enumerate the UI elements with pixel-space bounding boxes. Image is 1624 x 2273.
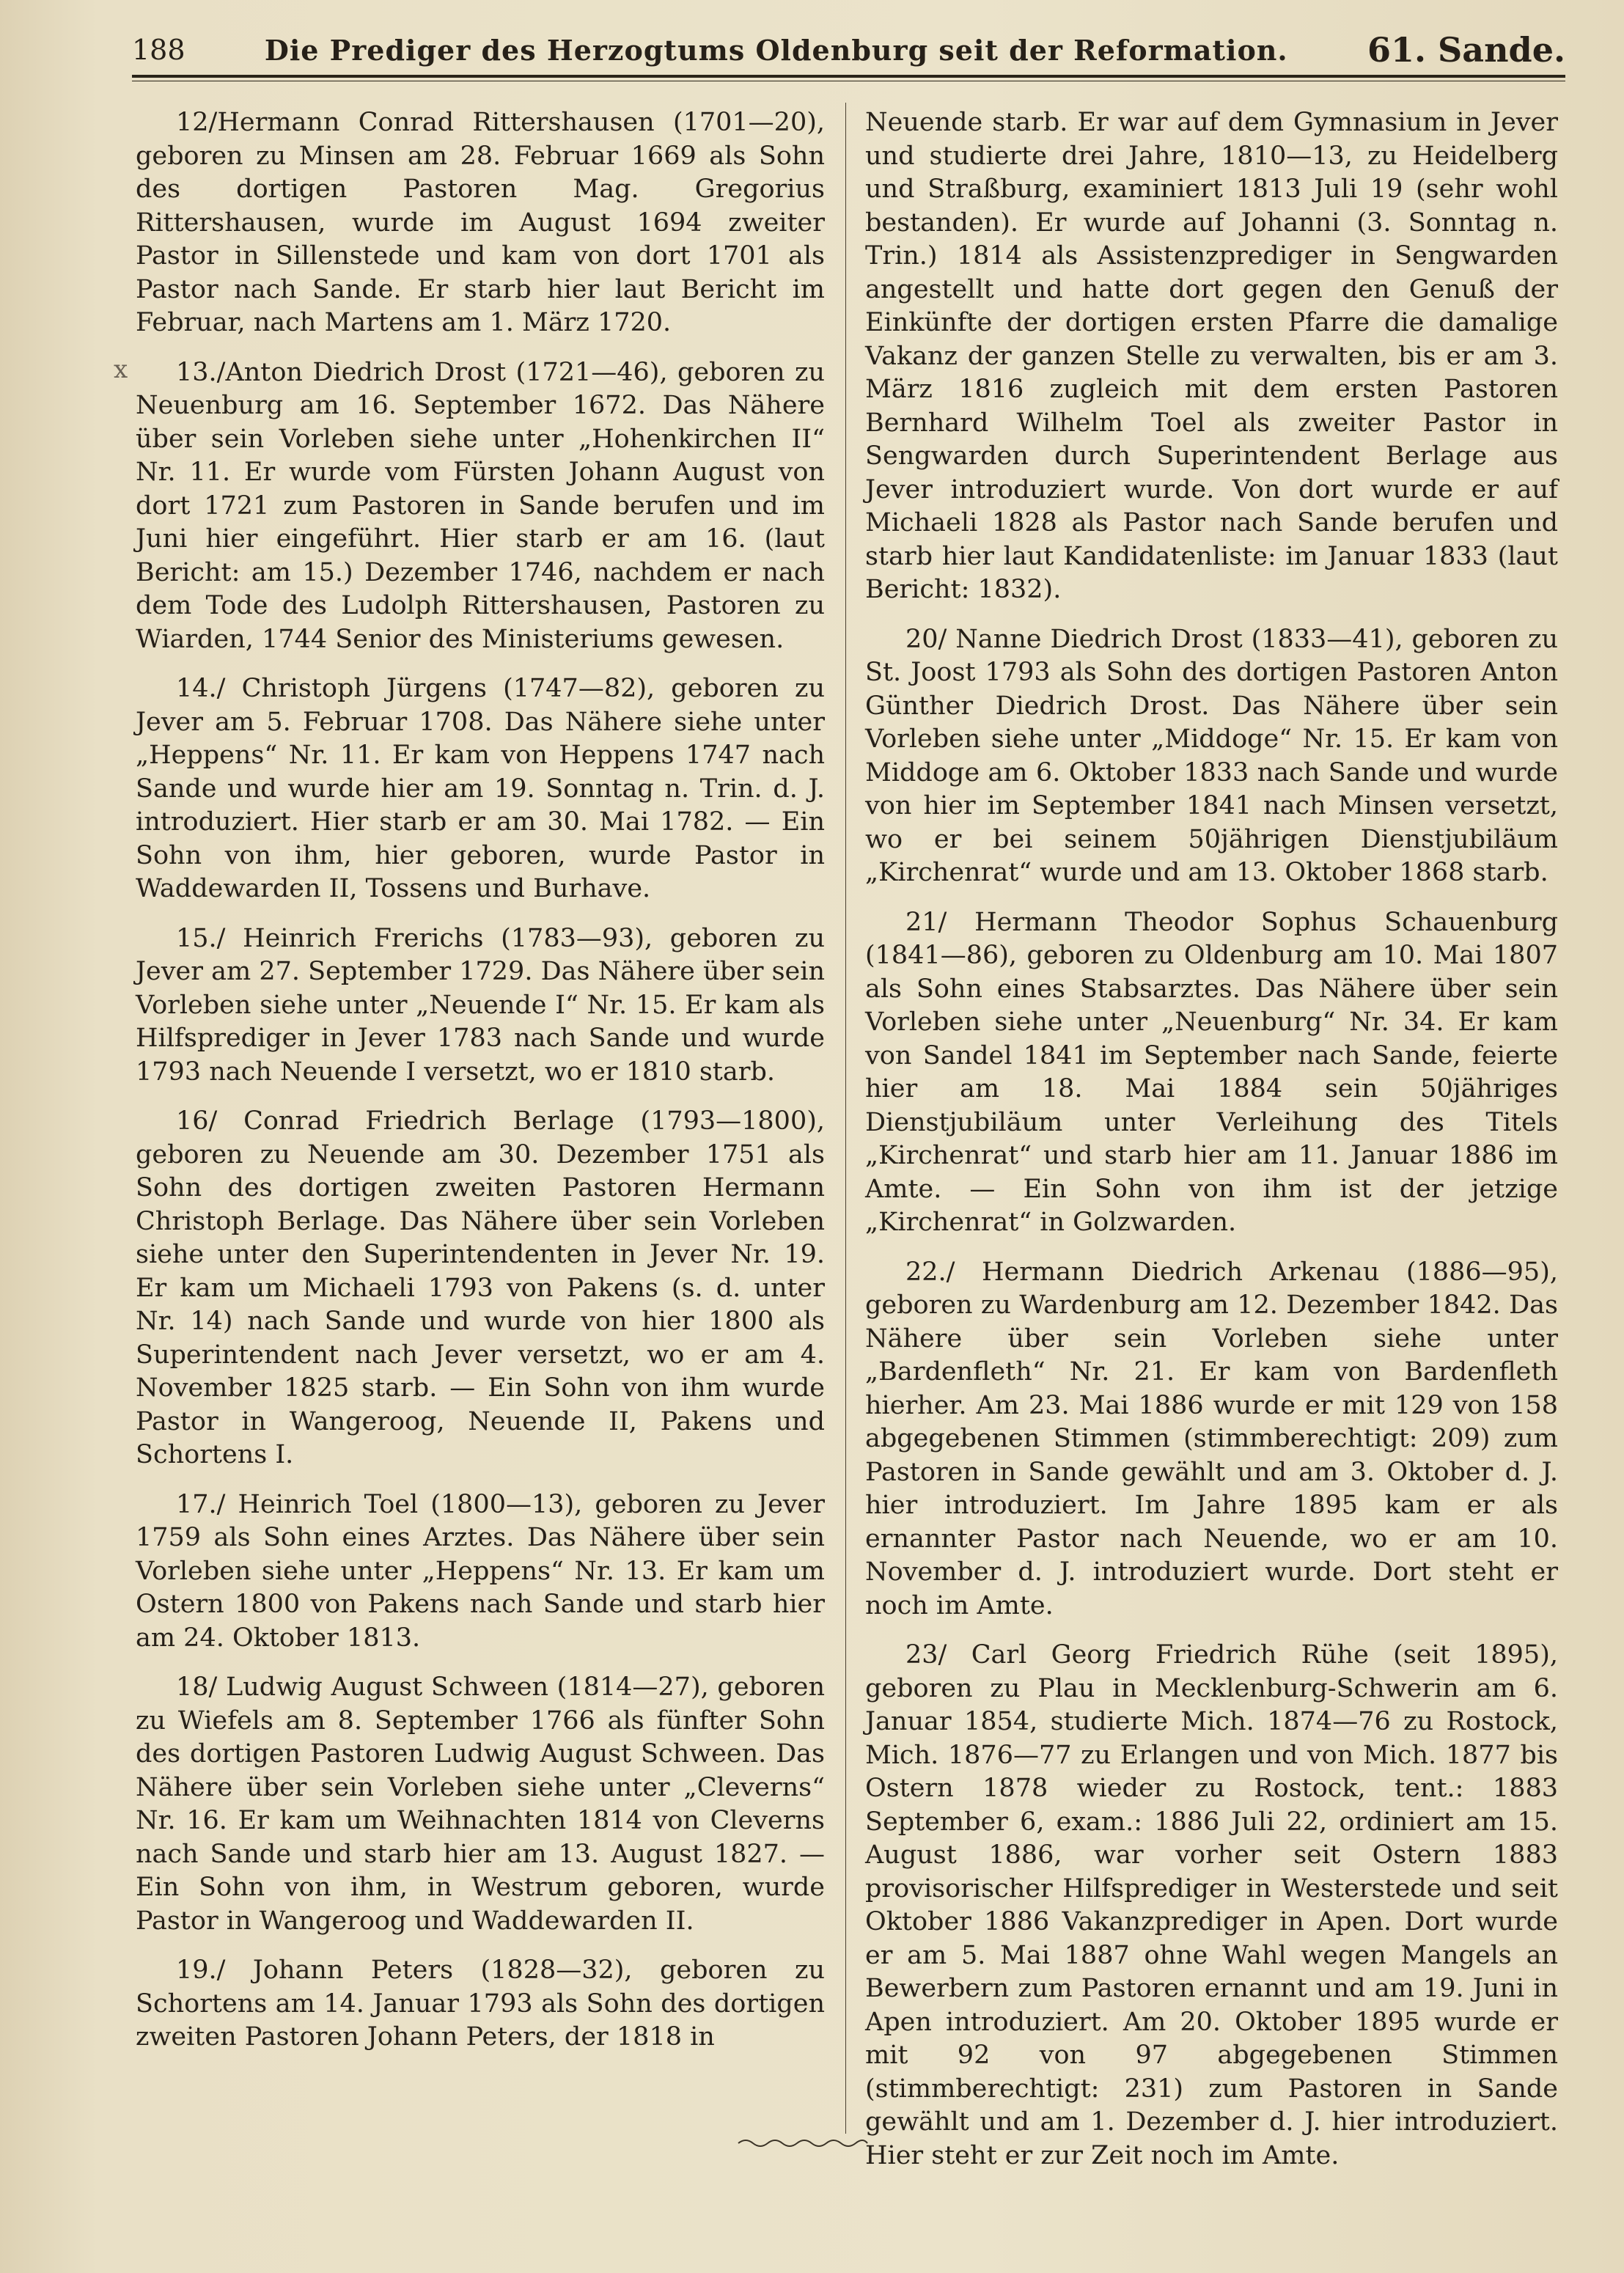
right-column bbox=[865, 106, 1558, 2189]
end-ornament bbox=[737, 2137, 869, 2149]
page-number: 188 bbox=[132, 34, 185, 66]
entry-14: 14./ Christoph Jürgens (1747—82), geboren zu Jever am 5. Februar 1708. Das Nähere siehe unter „Heppens“ Nr. 11. Er kam von Heppens 1747 nach Sande und wurde hier am 19. Sonntag n. Trin. d. J. introduziert. Hier starb er am 30. Mai 1782. — Ein Sohn von ihm, hier geboren, wurde Pastor in Waddewarden II, Tossens und Burhave. bbox=[136, 674, 825, 903]
entry-19: 19./ Johann Peters (1828—32), geboren zu Schortens am 14. Januar 1793 als Sohn des dortigen zweiten Pastoren Johann Peters, der 1818 in bbox=[136, 1956, 825, 2052]
entry-12: 12/Hermann Conrad Rittershausen (1701—20), geboren zu Minsen am 28. Februar 1669 als Sohn des dortigen Pastoren Mag. Gregorius Rittershausen, wurde im August 1694 zweiter Pastor in Sillenstede und kam von dort 1701 als Pastor nach Sande. Er starb hier laut Bericht im Februar, nach Martens am 1. März 1720. bbox=[136, 108, 825, 337]
entry-13: 13./Anton Diedrich Drost (1721—46), geboren zu Neuenburg am 16. September 1672. Das Nähere über sein Vorleben siehe unter „Hohenkirchen II“ Nr. 11. Er wurde vom Fürsten Johann August von dort 1721 zum Pastoren in Sande berufen und im Juni hier eingeführt. Hier starb er am 16. (laut Bericht: am 15.) Dezember 1746, nachdem er nach dem Tode des Ludolph Rittershausen, Pastoren zu Wiarden, 1744 Senior des Ministeriums gewesen. bbox=[136, 357, 825, 654]
entry-16: 16/ Conrad Friedrich Berlage (1793—1800), geboren zu Neuende am 30. Dezember 1751 als Sohn des dortigen zweiten Pastoren Hermann Christoph Berlage. Das Nähere über sein Vorleben siehe unter den Superintendenten in Jever Nr. 19. Er kam um Michaeli 1793 von Pakens (s. d. unter Nr. 14) nach Sande und wurde von hier 1800 als Superintendent nach Jever versetzt, wo er am 4. November 1825 starb. — Ein Sohn von ihm wurde Pastor in Wangeroog, Neuende II, Pakens und Schortens I. bbox=[136, 1106, 825, 1469]
left-column bbox=[136, 106, 825, 2071]
running-title: Die Prediger des Herzogtums Oldenburg seit der Reformation. bbox=[264, 33, 1288, 67]
entry-15: 15./ Heinrich Frerichs (1783—93), geboren zu Jever am 27. September 1729. Das Nähere über sein Vorleben siehe unter „Neuende I“ Nr. 15. Er kam als Hilfsprediger in Jever 1783 nach Sande und wurde 1793 nach Neuende I versetzt, wo er 1810 starb. bbox=[136, 923, 825, 1087]
entry-19-continued: Neuende starb. Er war auf dem Gymnasium in Jever und studierte drei Jahre, 1810—13, zu Heidelberg und Straßburg, examiniert 1813 Juli 19 (sehr wohl bestanden). Er wurde auf Johanni (3. Sonntag n. Trin.) 1814 als Assistenzprediger in Sengwarden angestellt und hatte dort gegen den Genuß der Einkünfte der dortigen ersten Pfarre die damalige Vakanz der ganzen Stelle zu verwalten, bis er am 3. März 1816 zugleich mit dem ersten Pastoren Bernhard Wilhelm Toel als zweiter Pastor in Sengwarden durch Superintendent Berlage aus Jever introduziert wurde. Von dort wurde er auf Michaeli 1828 als Pastor nach Sande berufen und starb hier laut Kandidatenliste: im Januar 1833 (laut Bericht: 1832). bbox=[865, 108, 1558, 604]
section-label: 61. Sande. bbox=[1367, 30, 1565, 70]
entry-22: 22./ Hermann Diedrich Arkenau (1886—95), geboren zu Wardenburg am 12. Dezember 1842. Das Nähere über sein Vorleben siehe unter „Bardenfleth“ Nr. 21. Er kam von Bardenfleth hierher. Am 23. Mai 1886 wurde er mit 129 von 158 abgegebenen Stimmen (stimmberechtigt: 209) zum Pastoren in Sande gewählt und am 3. Oktober d. J. hier introduziert. Im Jahre 1895 kam er als ernannter Pastor nach Neuende, wo er am 10. November d. J. introduziert wurde. Dort steht er noch im Amte. bbox=[865, 1257, 1558, 1620]
entry-23: 23/ Carl Georg Friedrich Rühe (seit 1895), geboren zu Plau in Mecklenburg-Schwerin am 6. Januar 1854, studierte Mich. 1874—76 zu Rostock, Mich. 1876—77 zu Erlangen und von Mich. 1877 bis Ostern 1878 wieder zu Rostock, tent.: 1883 September 6, exam.: 1886 Juli 22, ordiniert am 15. August 1886, war vorher seit Ostern 1883 provisorischer Hilfsprediger in Westerstede und seit Oktober 1886 Vakanzprediger in Apen. Dort wurde er am 5. Mai 1887 ohne Wahl wegen Mangels an Bewerbern zum Pastoren ernannt und am 19. Juni in Apen introduziert. Am 20. Oktober 1895 wurde er mit 92 von 97 abgegebenen Stimmen (stimmberechtigt: 231) zum Pastoren in Sande gewählt und am 1. Dezember d. J. hier introduziert. Hier steht er zur Zeit noch im Amte. bbox=[865, 1640, 1558, 2170]
entry-21: 21/ Hermann Theodor Sophus Schauenburg (1841—86), geboren zu Oldenburg am 10. Mai 1807 als Sohn eines Stabsarztes. Das Nähere über sein Vorleben siehe unter „Neuenburg“ Nr. 34. Er kam von Sandel 1841 im September nach Sande, feierte hier am 18. Mai 1884 sein 50jähriges Dienstjubiläum unter Verleihung des Titels „Kirchenrat“ und starb hier am 11. Januar 1886 im Amte. — Ein Sohn von ihm ist der jetzige „Kirchenrat“ in Golzwarden. bbox=[865, 907, 1558, 1237]
entry-18: 18/ Ludwig August Schween (1814—27), geboren zu Wiefels am 8. September 1766 als fünfter Sohn des dortigen Pastoren Ludwig August Schween. Das Nähere über sein Vorleben siehe unter „Cleverns“ Nr. 16. Er kam um Weihnachten 1814 von Cleverns nach Sande und starb hier am 13. August 1827. — Ein Sohn von ihm, in Westrum geboren, wurde Pastor in Wangeroog und Waddewarden II. bbox=[136, 1672, 825, 1936]
page-header bbox=[132, 28, 1565, 72]
entry-20: 20/ Nanne Diedrich Drost (1833—41), geboren zu St. Joost 1793 als Sohn des dortigen Pastoren Anton Günther Diedrich Drost. Das Nähere über sein Vorleben siehe unter „Middoge“ Nr. 15. Er kam von Middoge am 6. Oktober 1833 nach Sande und wurde von hier im September 1841 nach Minsen versetzt, wo er bei seinem 50jährigen Dienstjubiläum „Kirchenrat“ wurde und am 13. Oktober 1868 starb. bbox=[865, 624, 1558, 887]
column-divider bbox=[845, 103, 846, 2134]
header-rule-thick bbox=[132, 75, 1565, 78]
entry-17: 17./ Heinrich Toel (1800—13), geboren zu Jever 1759 als Sohn eines Arztes. Das Nähere über sein Vorleben siehe unter „Heppens“ Nr. 13. Er kam um Ostern 1800 von Pakens nach Sande und starb hier am 24. Oktober 1813. bbox=[136, 1489, 825, 1653]
pencil-mark: x bbox=[114, 355, 128, 384]
